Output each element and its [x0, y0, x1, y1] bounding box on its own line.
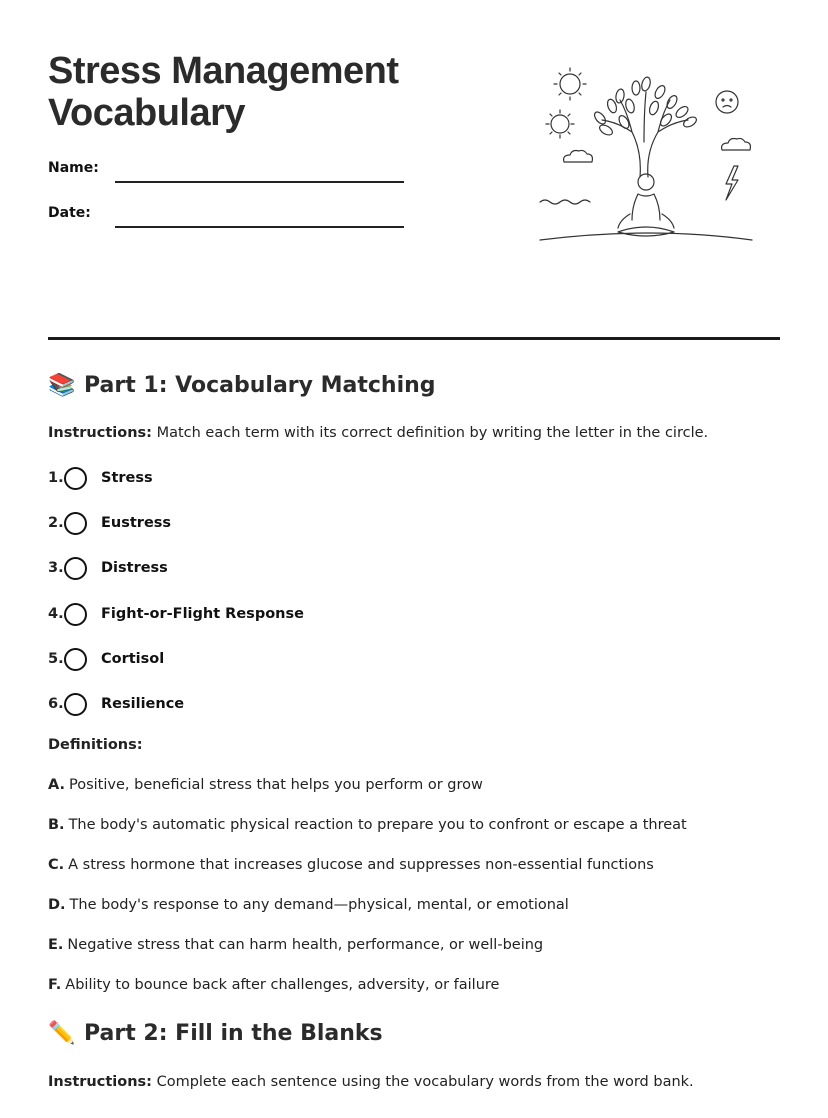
- definition-letter: B.: [48, 817, 65, 833]
- instructions-label: Instructions:: [48, 1074, 152, 1090]
- term-number: 3.: [48, 560, 64, 576]
- term-label: Distress: [101, 560, 168, 576]
- term-label: Resilience: [101, 696, 185, 712]
- definition-item: [48, 817, 687, 833]
- books-icon: 📚: [48, 373, 76, 398]
- answer-circle[interactable]: [64, 693, 87, 716]
- part2-heading: [48, 1021, 383, 1046]
- cloud-icon-right: [722, 138, 751, 150]
- definition-text: Positive, beneficial stress that helps you perform or grow: [69, 777, 483, 793]
- definition-letter: F.: [48, 977, 62, 993]
- worksheet-title: [48, 50, 428, 134]
- wave-icon: [540, 200, 590, 204]
- pencil-icon: ✏️: [48, 1021, 76, 1046]
- answer-circle[interactable]: [64, 557, 87, 580]
- term-row: [48, 555, 168, 581]
- definition-text: The body's response to any demand—physical, mental, or emotional: [69, 897, 569, 913]
- term-number: 2.: [48, 515, 64, 531]
- title-line-1: Stress Management: [48, 50, 399, 92]
- part1-instructions: [48, 425, 708, 441]
- name-line[interactable]: [115, 181, 404, 183]
- date-label: Date:: [48, 205, 91, 221]
- term-label: Cortisol: [101, 651, 165, 667]
- term-number: 1.: [48, 470, 64, 486]
- section-divider: [48, 337, 780, 340]
- term-number: 6.: [48, 696, 64, 712]
- term-row: [48, 646, 164, 672]
- definition-text: The body's automatic physical reaction to prepare you to confront or escape a threat: [68, 817, 687, 833]
- part1-heading: [48, 373, 436, 398]
- definition-text: Negative stress that can harm health, performance, or well-being: [67, 937, 544, 953]
- term-label: Stress: [101, 470, 153, 486]
- instructions-text: Match each term with its correct definition by writing the letter in the circle.: [151, 425, 709, 441]
- definition-letter: A.: [48, 777, 65, 793]
- instructions-label: Instructions:: [48, 425, 152, 441]
- definition-letter: E.: [48, 937, 64, 953]
- answer-circle[interactable]: [64, 603, 87, 626]
- part1-heading-text: Part 1: Vocabulary Matching: [84, 373, 436, 398]
- tree-icon: [592, 76, 698, 177]
- date-line[interactable]: [115, 226, 404, 228]
- answer-circle[interactable]: [64, 648, 87, 671]
- definition-item: [48, 857, 654, 873]
- definition-item: [48, 897, 569, 913]
- meditating-person-icon: [618, 174, 674, 236]
- part2-instructions: [48, 1074, 694, 1090]
- term-row: [48, 601, 304, 627]
- definition-text: A stress hormone that increases glucose and suppresses non-essential functions: [68, 857, 654, 873]
- part2-heading-text: Part 2: Fill in the Blanks: [84, 1021, 383, 1046]
- term-number: 5.: [48, 651, 64, 667]
- definition-item: [48, 937, 543, 953]
- answer-circle[interactable]: [64, 512, 87, 535]
- definition-item: [48, 777, 483, 793]
- term-row: [48, 510, 171, 536]
- definition-text: Ability to bounce back after challenges, adversity, or failure: [65, 977, 500, 993]
- definition-letter: C.: [48, 857, 65, 873]
- answer-circle[interactable]: [64, 467, 87, 490]
- definition-letter: D.: [48, 897, 66, 913]
- term-number: 4.: [48, 606, 64, 622]
- lightning-icon: [726, 166, 738, 200]
- instructions-text: Complete each sentence using the vocabulary words from the word bank.: [151, 1074, 694, 1090]
- term-row: [48, 691, 184, 717]
- sun-icon-small: [546, 110, 574, 138]
- term-row: [48, 465, 153, 491]
- meditation-tree-illustration: [532, 62, 762, 252]
- stressed-face-icon: [716, 91, 738, 113]
- definition-item: [48, 977, 499, 993]
- term-label: Eustress: [101, 515, 172, 531]
- name-field[interactable]: [48, 160, 408, 190]
- definitions-heading: Definitions:: [48, 737, 143, 753]
- cloud-icon: [564, 150, 593, 162]
- term-label: Fight-or-Flight Response: [101, 606, 304, 622]
- sun-icon: [554, 68, 586, 100]
- title-line-2: Vocabulary: [48, 92, 246, 134]
- name-label: Name:: [48, 160, 99, 176]
- date-field[interactable]: [48, 205, 408, 235]
